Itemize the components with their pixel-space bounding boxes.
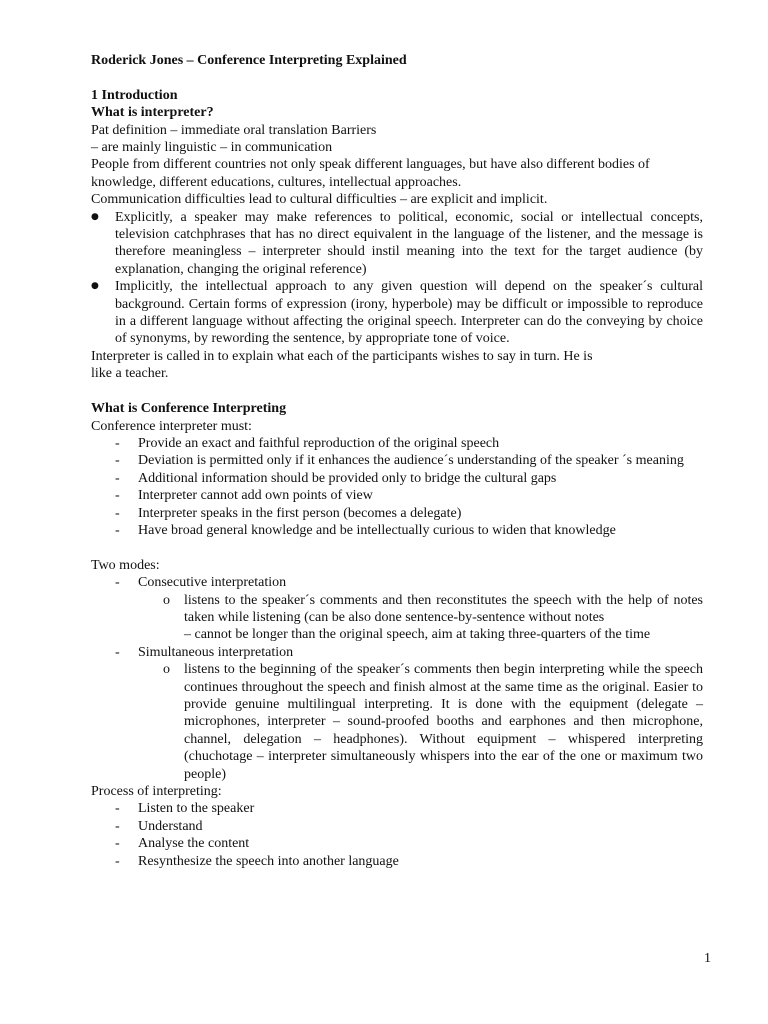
paragraph: Interpreter is called in to explain what each of the participants wishes to say in turn. He is: [91, 348, 593, 364]
mode-description: [91, 592, 703, 627]
mode-title: Simultaneous interpretation: [138, 644, 294, 660]
list-item: [91, 452, 703, 469]
bullet-icon: ●: [91, 211, 99, 222]
page-number: 1: [704, 951, 711, 966]
sub-bullet-icon: o: [163, 592, 170, 608]
process-item: [91, 835, 703, 852]
dash-marker: -: [115, 853, 120, 869]
process-item-text: Resynthesize the speech into another language: [138, 853, 399, 869]
sub-bullet-icon: o: [163, 662, 170, 678]
question-heading: What is interpreter?: [91, 105, 214, 121]
paragraph: like a teacher.: [91, 366, 169, 382]
process-item: [91, 818, 703, 835]
list-item: [91, 487, 703, 504]
list-item: [91, 522, 703, 539]
process-item: [91, 800, 703, 817]
mode-item: [91, 644, 703, 661]
document-title: Roderick Jones – Conference Interpreting Explained: [91, 53, 407, 68]
list-item-text: Have broad general knowledge and be intellectually curious to widen that knowledge: [138, 522, 616, 538]
list-item-text: Provide an exact and faithful reproduction of the original speech: [138, 435, 500, 451]
bullet-icon: ●: [91, 281, 99, 292]
list-item-text: Additional information should be provided only to bridge the cultural gaps: [138, 470, 557, 486]
definition-line: Pat definition – immediate oral translation Barriers: [91, 122, 377, 138]
bullet-text: Implicitly, the intellectual approach to any given question will depend on the speaker´s cultural background. Certain forms of expression (irony, hyperbole) may be difficult or impossible to reproduce in a different language without affecting the original speech. Interpreter can do the conveying by choice of synonyms, by rewording the sentence, by appropriate tone of voice.: [115, 279, 703, 347]
dash-marker: -: [115, 453, 120, 469]
definition-line: – are mainly linguistic – in communication: [91, 140, 333, 156]
process-item: [91, 853, 703, 870]
list-item-text: Interpreter cannot add own points of view: [138, 488, 373, 504]
dash-marker: -: [115, 488, 120, 504]
dash-marker: -: [115, 801, 120, 817]
intro-heading: 1 Introduction: [91, 87, 178, 103]
mode-description-text: listens to the beginning of the speaker´s comments then begin interpreting while the speech continues throughout the speech and finish almost at the same time as the original. Easier to provide genuine multilingual interpreting. It is done with the equipment (delegate – microphones, interpreter – sound-proofed booths and earphones and then microphone, channel, delegation – headphones). Without equipment – whispered interpreting (chuchotage – interpreter simultaneously whispers into the ear of the one or maximum two people): [184, 662, 703, 782]
dash-marker: -: [115, 644, 120, 660]
document-page: [91, 52, 703, 870]
list-item-text: Deviation is permitted only if it enhances the audience´s understanding of the speaker ´s meaning: [138, 453, 684, 469]
dash-marker: -: [115, 505, 120, 521]
bullet-text: Explicitly, a speaker may make references to political, economic, social or intellectual concepts, television catchphrases that has no direct equivalent in the language of the listener, and the message is therefore meaningless – interpreter should instil meaning into the text for the target audience (by explanation, changing the original reference): [115, 209, 703, 277]
dash-marker: -: [115, 836, 120, 852]
process-item-text: Understand: [138, 818, 203, 834]
paragraph: Communication difficulties lead to cultural difficulties – are explicit and implicit.: [91, 192, 548, 208]
mode-title: Consecutive interpretation: [138, 575, 287, 591]
dash-marker: -: [115, 470, 120, 486]
process-item-text: Listen to the speaker: [138, 801, 255, 817]
mode-description-text: listens to the speaker´s comments and then reconstitutes the speech with the help of notes taken while listening (can be also done sentence-by-sentence without notes: [184, 592, 703, 625]
bullet-item: [91, 278, 703, 348]
dash-marker: -: [115, 575, 120, 591]
mode-item: [91, 574, 703, 591]
process-label: Process of interpreting:: [91, 784, 222, 800]
section-heading: What is Conference Interpreting: [91, 401, 287, 417]
dash-marker: -: [115, 522, 120, 538]
list-item: [91, 470, 703, 487]
list-item: [91, 435, 703, 452]
list-item: [91, 505, 703, 522]
list-intro: Conference interpreter must:: [91, 418, 252, 434]
dash-marker: -: [115, 435, 120, 451]
process-item-text: Analyse the content: [138, 836, 250, 852]
dash-marker: -: [115, 818, 120, 834]
bullet-item: [91, 209, 703, 279]
paragraph: People from different countries not only speak different languages, but have also different bodies of knowledge, different educations, cultures, intellectual approaches.: [91, 157, 650, 190]
modes-label: Two modes:: [91, 557, 160, 573]
list-item-text: Interpreter speaks in the first person (becomes a delegate): [138, 505, 462, 521]
mode-description: [91, 661, 703, 783]
mode-description-continued: – cannot be longer than the original speech, aim at taking three-quarters of the time: [184, 627, 651, 643]
